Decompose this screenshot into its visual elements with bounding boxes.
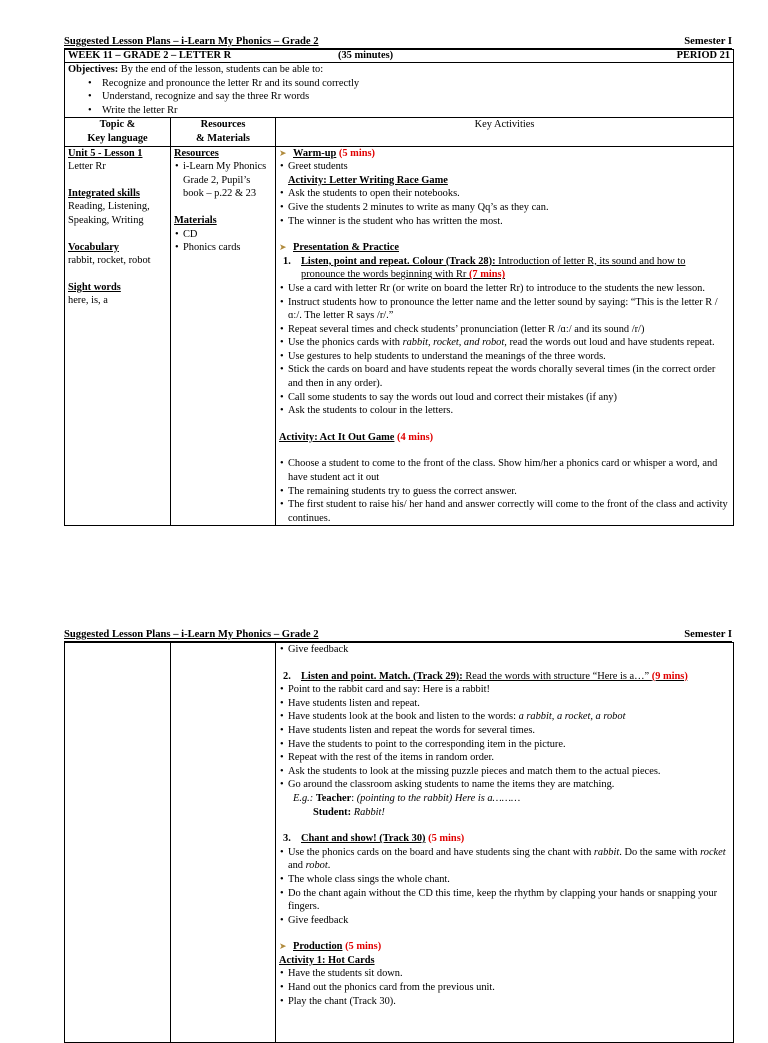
col-resources: Resources & Materials <box>171 118 276 146</box>
step-2: 2. Listen and point. Match. (Track 29): Read the words with structure “Here is a…” (9 mins) <box>283 670 688 682</box>
warmup-activity: Activity: Letter Writing Race Game <box>288 174 448 186</box>
production-item: • Hand out the phonics card from the previous unit. <box>279 981 730 995</box>
arrow-bullet-icon: ➤ <box>279 242 287 253</box>
letter: Letter Rr <box>68 161 106 173</box>
materials-title: Materials <box>174 214 217 226</box>
presentation-heading: ➤ Presentation & Practice <box>279 242 399 254</box>
chant-item: • The whole class sings the whole chant. <box>279 873 730 887</box>
warmup-item: • Give the students 2 minutes to write as many Qq’s as they can. <box>279 201 730 215</box>
lesson-table-page-1 <box>64 49 734 526</box>
activities-cell-2 <box>276 643 734 1043</box>
page-header-2 <box>64 629 732 642</box>
step2-item: • Have the students to point to the corresponding item in the picture. <box>279 738 730 752</box>
duration: (35 minutes) <box>338 50 394 61</box>
step2-item: • Have students listen and repeat. <box>279 697 730 711</box>
presentation-item: • Stick the cards on board and have students repeat the words chorally several times (in the correct order and then in any order). <box>279 363 730 390</box>
presentation-item: • Use gestures to help students to understand the meanings of the three words. <box>279 350 730 364</box>
warmup-item: • Ask the students to open their notebooks. <box>279 187 730 201</box>
production-item: • Have the students sit down. <box>279 967 730 981</box>
topic-cell <box>65 146 171 526</box>
objectives-list <box>68 77 730 118</box>
header-semester: Semester I <box>684 36 732 47</box>
presentation-item: • Use a card with letter Rr (or write on board the letter Rr) to introduce to the students the new lesson. <box>279 282 730 296</box>
objective-item: • Recognize and pronounce the letter Rr and its sound correctly <box>88 77 730 91</box>
chant-item: • Give feedback <box>279 914 730 928</box>
page-header-1 <box>64 36 732 49</box>
objectives-intro: By the end of the lesson, students can be able to: <box>118 64 324 75</box>
activities-cell <box>276 146 734 526</box>
sight-title: Sight words <box>68 281 121 293</box>
act-it-out-heading: Activity: Act It Out Game (4 mins) <box>279 431 434 443</box>
material-item: • Phonics cards <box>174 241 272 255</box>
act-item: • Choose a student to come to the front of the class. Show him/her a phonics card or whisper a word, and have student act it out <box>279 457 730 484</box>
lesson-content-row <box>65 146 734 526</box>
header-semester: Semester I <box>684 629 732 640</box>
warmup-heading: ➤ Warm-up (5 mins) <box>279 147 375 159</box>
lesson-table-page-2 <box>64 642 734 1043</box>
production-activity: Activity 1: Hot Cards <box>279 954 375 966</box>
col-topic: Topic & Key language <box>65 118 171 146</box>
chant-item: • Use the phonics cards on the board and have students sing the chant with rabbit. Do the same with rocket and robot. <box>279 846 730 873</box>
vocab: rabbit, rocket, robot <box>68 255 151 267</box>
act-item: • The first student to raise his/ her hand and answer correctly will come to the front of the class and activity continues. <box>279 498 730 525</box>
material-item: • CD <box>174 228 272 242</box>
lesson-content-row-2 <box>65 643 734 1043</box>
objective-item: • Write the letter Rr <box>88 104 730 118</box>
production-item: • Play the chant (Track 30). <box>279 995 730 1009</box>
example-student: Student: Rabbit! <box>313 806 385 818</box>
step2-item: • Go around the classroom asking students to name the items they are matching. <box>279 778 730 792</box>
objectives-label: Objectives: <box>68 64 119 75</box>
chant-item: • Do the chant again without the CD this time, keep the rhythm by clapping your hands or snapping your fingers. <box>279 887 730 914</box>
step2-item: • Point to the rabbit card and say: Here is a rabbit! <box>279 683 730 697</box>
presentation-item: • Ask the students to colour in the letters. <box>279 404 730 418</box>
act-item: • The remaining students try to guess the correct answer. <box>279 485 730 499</box>
resources-title: Resources <box>174 147 219 159</box>
period: PERIOD 21 <box>676 50 731 61</box>
greet-item: • Greet students <box>279 160 730 174</box>
example-teacher: E.g.: Teacher: (pointing to the rabbit) Here is a……… <box>293 792 521 804</box>
skills-title: Integrated skills <box>68 187 140 199</box>
vocab-title: Vocabulary <box>68 241 119 253</box>
step2-item: • Ask the students to look at the missing puzzle pieces and match them to the actual pieces. <box>279 765 730 779</box>
presentation-item: • Repeat several times and check students’ pronunciation (letter R /ɑː/ and its sound /r/) <box>279 323 730 337</box>
header-title: Suggested Lesson Plans – i-Learn My Phonics – Grade 2 <box>64 36 319 47</box>
step2-item: • Repeat with the rest of the items in random order. <box>279 751 730 765</box>
topic-cell-2 <box>65 643 171 1043</box>
step-1: 1. Listen, point and repeat. Colour (Track 28): Introduction of letter R, its sound and how to pronounce the words beginning with Rr (7 mins) <box>283 255 686 281</box>
arrow-bullet-icon: ➤ <box>279 941 287 952</box>
arrow-bullet-icon: ➤ <box>279 147 287 158</box>
unit-title: Unit 5 - Lesson 1 <box>68 147 143 159</box>
step2-item: • Have students listen and repeat the words for several times. <box>279 724 730 738</box>
sight-words: here, is, a <box>68 295 108 307</box>
objective-item: • Understand, recognize and say the three Rr words <box>88 90 730 104</box>
feedback-item: • Give feedback <box>279 643 730 657</box>
presentation-item: • Use the phonics cards with rabbit, rocket, and robot, read the words out loud and have students repeat. <box>279 336 730 350</box>
column-headers <box>65 118 734 146</box>
warmup-item: • The winner is the student who has written the most. <box>279 215 730 229</box>
production-heading: ➤ Production (5 mins) <box>279 941 382 953</box>
week-title: WEEK 11 – GRADE 2 – LETTER R <box>68 50 232 61</box>
presentation-item: • Instruct students how to pronounce the letter name and the letter sound by saying: “This is the letter R /ɑː/. The letter R says /r/.” <box>279 296 730 323</box>
skills: Reading, Listening, Speaking, Writing <box>68 201 150 226</box>
header-title: Suggested Lesson Plans – i-Learn My Phonics – Grade 2 <box>64 629 319 640</box>
step2-item: • Have students look at the book and listen to the words: a rabbit, a rocket, a robot <box>279 710 730 724</box>
col-activities: Key Activities <box>276 118 734 146</box>
resource-item: • i-Learn My Phonics Grade 2, Pupil’s book – p.22 & 23 <box>174 160 272 201</box>
resources-cell-2 <box>171 643 276 1043</box>
step-3: 3. Chant and show! (Track 30) (5 mins) <box>283 833 465 845</box>
week-row <box>65 50 734 63</box>
objectives-row <box>65 63 734 118</box>
resources-cell <box>171 146 276 526</box>
presentation-item: • Call some students to say the words out loud and correct their mistakes (if any) <box>279 391 730 405</box>
